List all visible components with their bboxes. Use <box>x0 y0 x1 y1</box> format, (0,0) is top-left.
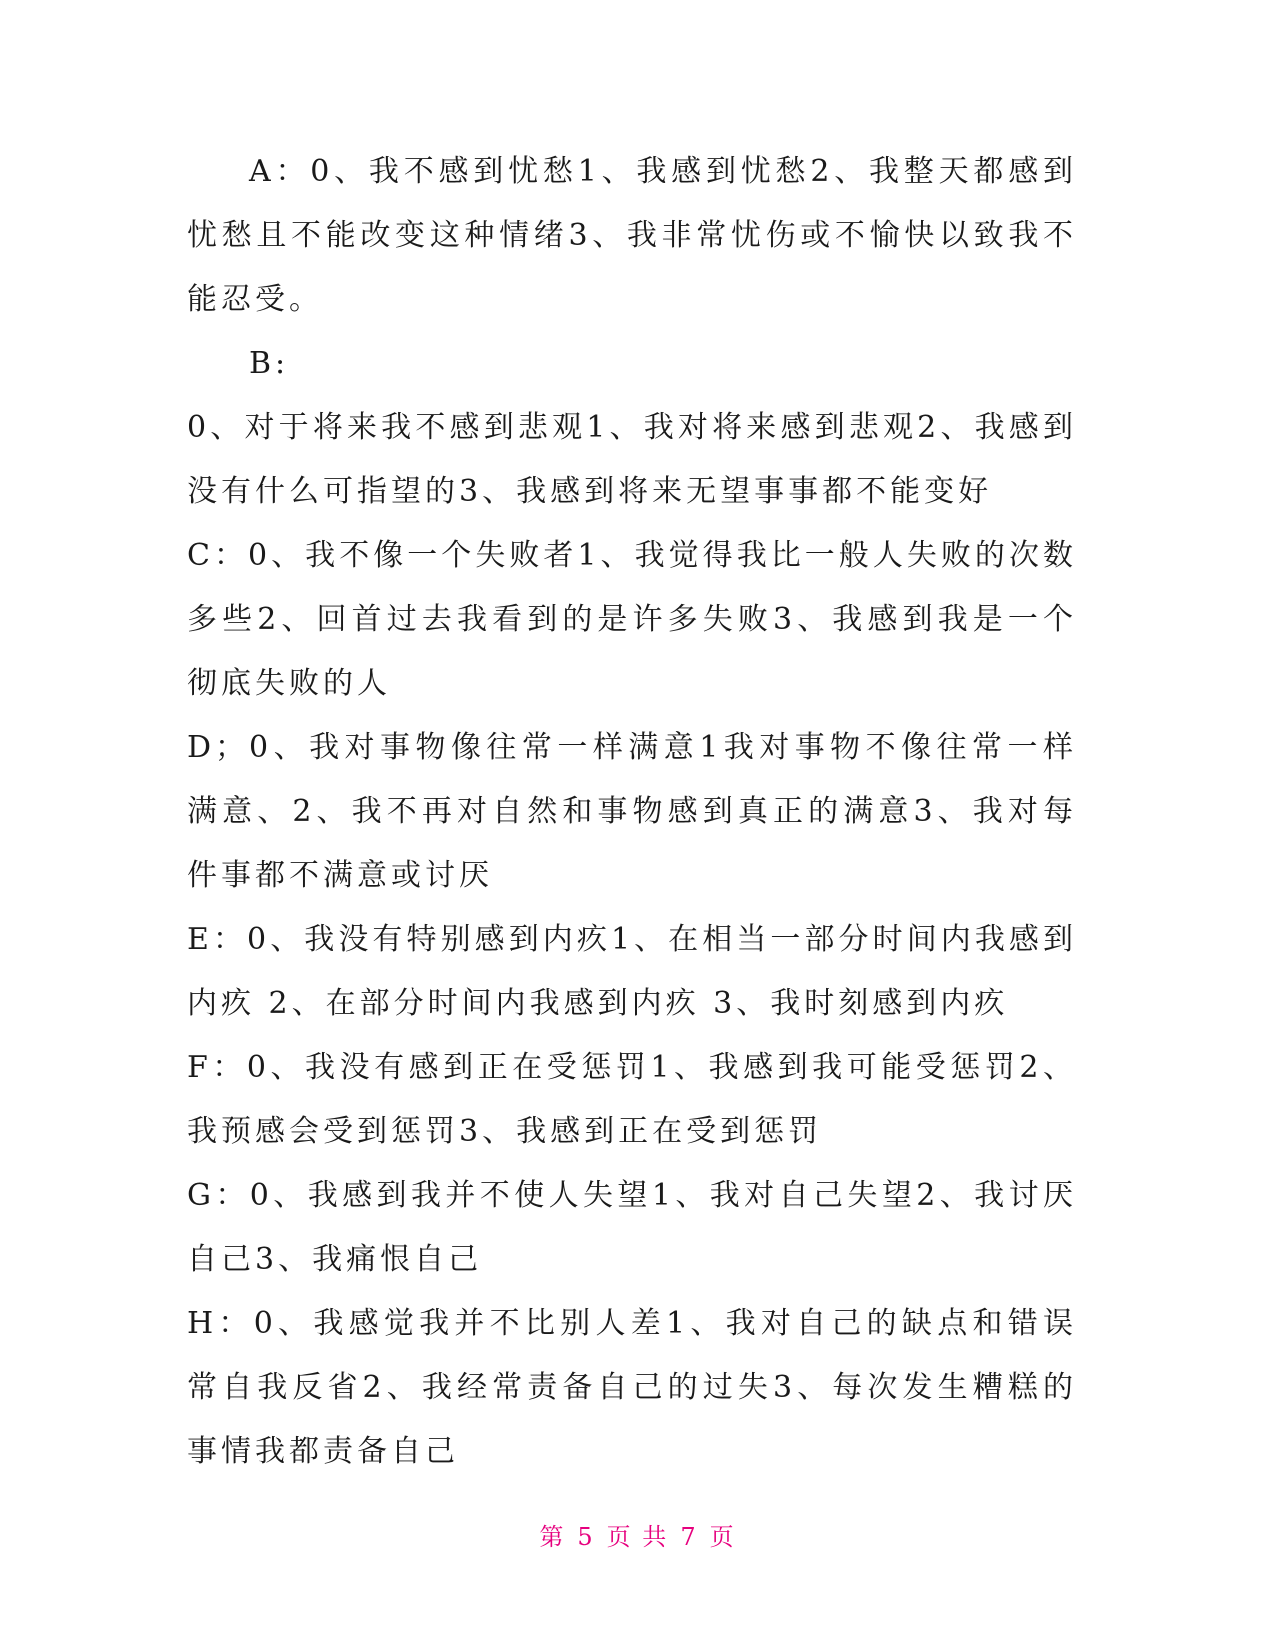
document-body <box>187 140 1077 1484</box>
paragraph-a: A：0、我不感到忧愁1、我感到忧愁2、我整天都感到忧愁且不能改变这种情绪3、我非常忧伤或不愉快以致我不能忍受。 <box>187 154 1077 317</box>
paragraph-c: C：0、我不像一个失败者1、我觉得我比一般人失败的次数多些2、回首过去我看到的是许多失败3、我感到我是一个彻底失败的人 <box>187 538 1077 701</box>
paragraph-b: 0、对于将来我不感到悲观1、我对将来感到悲观2、我感到没有什么可指望的3、我感到将来无望事事都不能变好 <box>187 410 1077 509</box>
footer-page-number: 5 <box>577 1523 595 1551</box>
page-footer <box>0 1517 1275 1552</box>
footer-suffix: 页 <box>709 1523 736 1551</box>
paragraph-f: F：0、我没有感到正在受惩罚1、我感到我可能受惩罚2、我预感会受到惩罚3、我感到正在受到惩罚 <box>187 1050 1077 1149</box>
paragraph-h: H：0、我感觉我并不比别人差1、我对自己的缺点和错误常自我反省2、我经常责备自己的过失3、每次发生糟糕的事情我都责备自己 <box>187 1306 1077 1469</box>
footer-middle: 页 共 <box>606 1523 669 1551</box>
paragraph-e: E：0、我没有特别感到内疚1、在相当一部分时间内我感到内疚 2、在部分时间内我感到内疚 3、我时刻感到内疚 <box>187 922 1077 1021</box>
footer-total-pages: 7 <box>680 1523 698 1551</box>
paragraph-b-label: B: <box>249 346 290 381</box>
paragraph-d: D；0、我对事物像往常一样满意1我对事物不像往常一样满意、2、我不再对自然和事物感到真正的满意3、我对每件事都不满意或讨厌 <box>187 730 1077 893</box>
paragraph-g: G：0、我感到我并不使人失望1、我对自己失望2、我讨厌自己3、我痛恨自己 <box>187 1178 1077 1277</box>
footer-prefix: 第 <box>539 1523 566 1551</box>
